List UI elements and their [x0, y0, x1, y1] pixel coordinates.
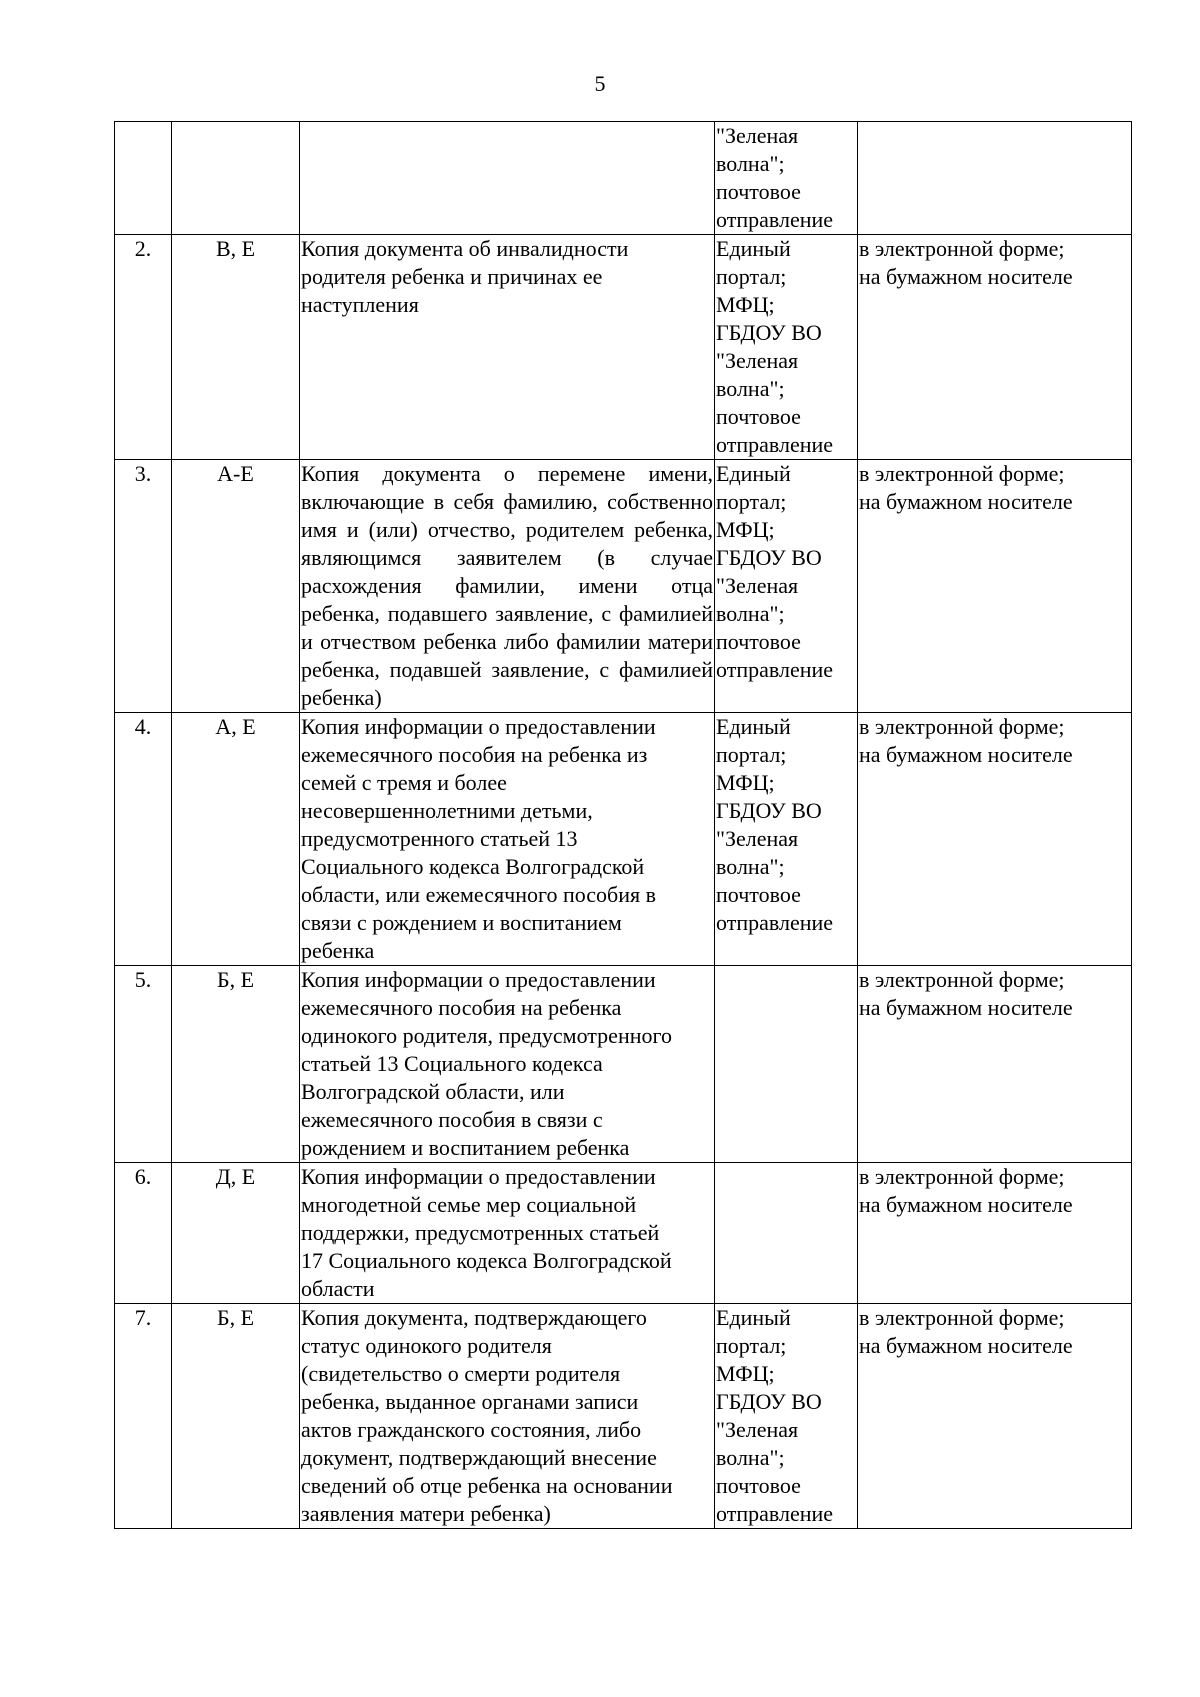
row-submission-place-line: волна";	[716, 854, 785, 879]
row-category	[172, 1304, 300, 1529]
row-document-line: Копия документа, подтверждающего	[301, 1305, 647, 1330]
table-row	[115, 713, 1132, 966]
row-document	[300, 713, 715, 966]
documents-table	[114, 121, 1132, 1529]
row-number-text: 3.	[134, 461, 152, 486]
row-submission-place-line: волна";	[716, 601, 785, 626]
row-submission-form-line: на бумажном носителе	[859, 1192, 1073, 1217]
row-document-line: рождением и воспитанием ребенка	[301, 1135, 630, 1160]
row-document-line: Копия документа о перемене имени, включающие в себя фамилию, собственно имя и (или) отчество, родителем ребенка, являющимся заявителем (в случае расхождения фамилии, имени отца ребенка, подавшего заявление, с фамилией и отчеством ребенка либо фамилии матери ребенка, подавшей заявление, с фамилией ребенка)	[301, 461, 713, 710]
row-submission-place-line: отправление	[716, 657, 834, 682]
row-document-line: одинокого родителя, предусмотренного	[301, 1023, 672, 1048]
row-submission-place-line: отправление	[716, 1501, 834, 1526]
row-category-text: А, Е	[215, 714, 256, 739]
row-submission-place	[715, 966, 858, 1163]
row-document-line: заявления матери ребенка)	[301, 1501, 551, 1526]
row-document-line: ребенка	[301, 938, 375, 963]
row-document-line: поддержки, предусмотренных статьей	[301, 1220, 660, 1245]
row-number-text: 6.	[134, 1164, 152, 1189]
row-document-line: наступления	[301, 292, 419, 317]
row-submission-place-line: МФЦ;	[716, 1361, 775, 1386]
row-submission-form	[858, 1304, 1132, 1529]
row-document	[300, 460, 715, 713]
row-submission-place	[715, 122, 858, 235]
row-document	[300, 1163, 715, 1304]
row-number-text: 7.	[134, 1305, 152, 1330]
row-submission-place	[715, 1163, 858, 1304]
row-submission-form-line: в электронной форме;	[859, 1305, 1065, 1330]
row-document-line: сведений об отце ребенка на основании	[301, 1473, 673, 1498]
row-document-line: ежемесячного пособия на ребенка	[301, 995, 622, 1020]
row-document-line: области, или ежемесячного пособия в	[301, 882, 656, 907]
row-number-text: 2.	[134, 236, 152, 261]
row-category-text: В, Е	[215, 236, 256, 261]
row-submission-form-line: в электронной форме;	[859, 461, 1065, 486]
row-number	[115, 122, 172, 235]
row-document-line: многодетной семье мер социальной	[301, 1192, 637, 1217]
row-category	[172, 713, 300, 966]
row-submission-form-line: на бумажном носителе	[859, 264, 1073, 289]
row-document-line: предусмотренного статьей 13	[301, 826, 578, 851]
row-submission-form	[858, 235, 1132, 460]
row-category	[172, 122, 300, 235]
row-document-line: Копия информации о предоставлении	[301, 1164, 656, 1189]
row-submission-place-line: волна";	[716, 151, 785, 176]
row-submission-place-line: волна";	[716, 376, 785, 401]
documents-table-body	[115, 122, 1132, 1529]
row-number	[115, 966, 172, 1163]
row-category-text: Д, Е	[215, 1164, 256, 1189]
row-document-line: области	[301, 1276, 375, 1301]
row-number-text: 5.	[134, 967, 152, 992]
row-submission-place-line: "Зеленая	[716, 1417, 799, 1442]
row-submission-place-line: Единый	[716, 1305, 791, 1330]
table-row	[115, 966, 1132, 1163]
row-submission-form-line: на бумажном носителе	[859, 1333, 1073, 1358]
row-submission-place-line: портал;	[716, 489, 787, 514]
row-submission-form	[858, 966, 1132, 1163]
row-submission-form-line: в электронной форме;	[859, 967, 1065, 992]
row-document-line: несовершеннолетними детьми,	[301, 798, 593, 823]
row-document-line: ребенка, выданное органами записи	[301, 1389, 639, 1414]
row-submission-place-line: отправление	[716, 207, 834, 232]
row-submission-place-line: Единый	[716, 714, 791, 739]
row-submission-place-line: почтовое	[716, 629, 801, 654]
row-document-line: (свидетельство о смерти родителя	[301, 1361, 621, 1386]
row-submission-place-line: Единый	[716, 236, 791, 261]
row-submission-form	[858, 460, 1132, 713]
row-submission-place-line: почтовое	[716, 882, 801, 907]
row-document-line: Социального кодекса Волгоградской	[301, 854, 645, 879]
row-submission-place-line: ГБДОУ ВО	[716, 320, 822, 345]
row-submission-place-line: портал;	[716, 742, 787, 767]
row-submission-place-line: МФЦ;	[716, 292, 775, 317]
table-row	[115, 1163, 1132, 1304]
row-submission-place-line: почтовое	[716, 404, 801, 429]
row-submission-place-line: почтовое	[716, 1473, 801, 1498]
row-submission-form-line: на бумажном носителе	[859, 489, 1073, 514]
table-row	[115, 460, 1132, 713]
row-submission-place-line: Единый	[716, 461, 791, 486]
row-document-line: 17 Социального кодекса Волгоградской	[301, 1248, 672, 1273]
row-category-text: Б, Е	[216, 1305, 255, 1330]
table-row	[115, 1304, 1132, 1529]
row-document-line: Копия информации о предоставлении	[301, 967, 656, 992]
row-submission-form-line: в электронной форме;	[859, 1164, 1065, 1189]
row-submission-place-line: ГБДОУ ВО	[716, 798, 822, 823]
row-document-line: статьей 13 Социального кодекса	[301, 1051, 603, 1076]
row-number	[115, 235, 172, 460]
row-submission-place-line: ГБДОУ ВО	[716, 1389, 822, 1414]
row-category	[172, 1163, 300, 1304]
row-category-text: А-Е	[217, 461, 254, 486]
row-submission-place-line: отправление	[716, 432, 834, 457]
row-document	[300, 1304, 715, 1529]
row-document-line: Волгоградской области, или	[301, 1079, 565, 1104]
row-submission-place-line: "Зеленая	[716, 826, 799, 851]
row-submission-place	[715, 1304, 858, 1529]
row-document-line: родителя ребенка и причинах ее	[301, 264, 603, 289]
row-document	[300, 122, 715, 235]
row-submission-place-line: ГБДОУ ВО	[716, 545, 822, 570]
row-number-text: 4.	[134, 714, 152, 739]
row-submission-place-line: отправление	[716, 910, 834, 935]
row-category	[172, 235, 300, 460]
row-document	[300, 966, 715, 1163]
row-category	[172, 460, 300, 713]
row-submission-place	[715, 235, 858, 460]
row-submission-place-line: "Зеленая	[716, 573, 799, 598]
row-number	[115, 713, 172, 966]
row-document	[300, 235, 715, 460]
page-number: 5	[594, 71, 606, 96]
row-submission-place-line: "Зеленая	[716, 123, 799, 148]
row-submission-form-line: в электронной форме;	[859, 714, 1065, 739]
row-number	[115, 460, 172, 713]
row-submission-place-line: портал;	[716, 1333, 787, 1358]
row-submission-form-line: в электронной форме;	[859, 236, 1065, 261]
row-number	[115, 1304, 172, 1529]
row-submission-form	[858, 1163, 1132, 1304]
row-submission-place	[715, 460, 858, 713]
row-document-line: статус одинокого родителя	[301, 1333, 552, 1358]
table-row	[115, 122, 1132, 235]
row-submission-place-line: "Зеленая	[716, 348, 799, 373]
row-submission-form	[858, 122, 1132, 235]
row-submission-place	[715, 713, 858, 966]
row-submission-place-line: портал;	[716, 264, 787, 289]
row-submission-form-line: на бумажном носителе	[859, 995, 1073, 1020]
row-submission-place-line: МФЦ;	[716, 770, 775, 795]
row-submission-place-line: МФЦ;	[716, 517, 775, 542]
row-submission-place-line: почтовое	[716, 179, 801, 204]
row-document-line: семей с тремя и более	[301, 770, 507, 795]
row-submission-form	[858, 713, 1132, 966]
row-document-line: ежемесячного пособия на ребенка из	[301, 742, 648, 767]
row-submission-form-line: на бумажном носителе	[859, 742, 1073, 767]
row-document-line: Копия документа об инвалидности	[301, 236, 629, 261]
row-document-line: документ, подтверждающий внесение	[301, 1445, 657, 1470]
row-document-line: Копия информации о предоставлении	[301, 714, 656, 739]
row-document-line: актов гражданского состояния, либо	[301, 1417, 642, 1442]
row-category	[172, 966, 300, 1163]
row-document-line: связи с рождением и воспитанием	[301, 910, 622, 935]
row-document-line: ежемесячного пособия в связи с	[301, 1107, 603, 1132]
table-row	[115, 235, 1132, 460]
row-category-text: Б, Е	[216, 967, 255, 992]
row-submission-place-line: волна";	[716, 1445, 785, 1470]
row-number	[115, 1163, 172, 1304]
